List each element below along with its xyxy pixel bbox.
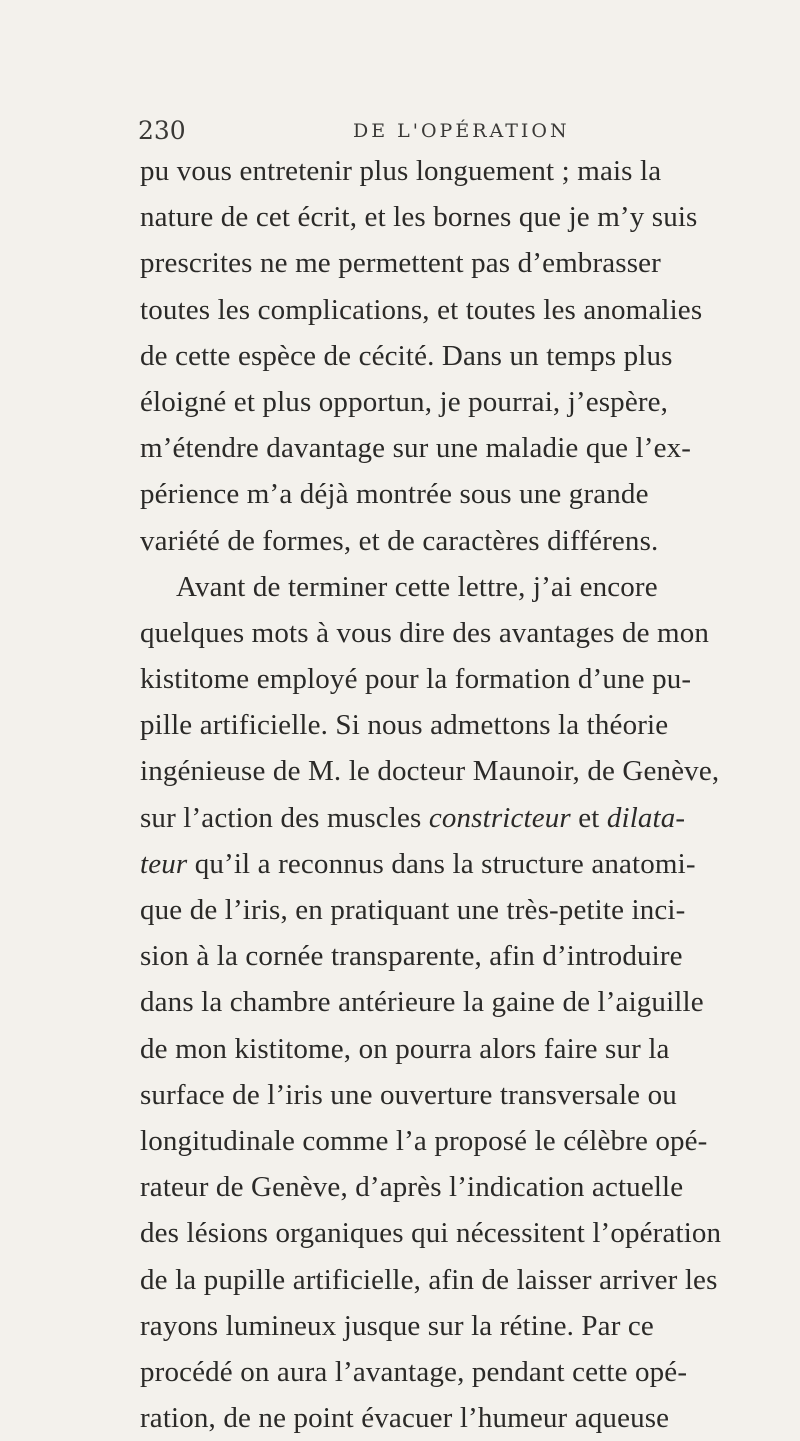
text-line-3: prescrites ne me permettent pas d’embrasser bbox=[140, 247, 661, 280]
text-line-27: procédé on aura l’avantage, pendant cette opé- bbox=[140, 1355, 688, 1388]
page-number: 230 bbox=[138, 116, 186, 145]
text-line-24: des lésions organiques qui nécessitent l’opération bbox=[140, 1217, 722, 1250]
text-line-1: pu vous entretenir plus longuement ; mais la bbox=[140, 155, 662, 187]
text-line-19: dans la chambre antérieure la gaine de l’aiguille bbox=[140, 986, 704, 1019]
text-line-15 bbox=[140, 795, 780, 841]
text-line-7: m’étendre davantage sur une maladie que l’ex- bbox=[140, 432, 692, 465]
running-title: DE L'OPÉRATION bbox=[353, 120, 570, 142]
text-line-21: surface de l’iris une ouverture transversale ou bbox=[140, 1078, 677, 1111]
text-line-6: éloigné et plus opportun, je pourrai, j’espère, bbox=[140, 385, 669, 418]
text-line-28: ration, de ne point évacuer l’humeur aqueuse bbox=[140, 1402, 670, 1435]
text-line-12: kistitome employé pour la formation d’une pu- bbox=[140, 663, 692, 696]
running-head bbox=[138, 116, 698, 148]
text-line-23: rateur de Genève, d’après l’indication actuelle bbox=[140, 1171, 684, 1204]
italic-term-dilata: dilata- bbox=[606, 801, 686, 834]
text-line-4: toutes les complications, et toutes les anomalies bbox=[140, 293, 703, 326]
text-line-8: périence m’a déjà montrée sous une grande bbox=[140, 478, 649, 511]
text-line-26: rayons lumineux jusque sur la rétine. Par ce bbox=[140, 1309, 654, 1342]
text-line-13: pille artificielle. Si nous admettons la théorie bbox=[140, 709, 669, 742]
text-line-10: Avant de terminer cette lettre, j’ai encore bbox=[176, 570, 658, 603]
italic-term-constricteur: constricteur bbox=[428, 801, 571, 834]
text-line-9: variété de formes, et de caractères différens. bbox=[140, 524, 659, 557]
text-line-14: ingénieuse de M. le docteur Maunoir, de Genève, bbox=[140, 755, 720, 788]
text-line-17: que de l’iris, en pratiquant une très-petite inci- bbox=[140, 894, 686, 926]
italic-term-teur: teur bbox=[140, 847, 188, 880]
text-line-11: quelques mots à vous dire des avantages de mon bbox=[140, 616, 710, 649]
text-fragment: sur l’action des muscles bbox=[140, 801, 429, 834]
text-fragment: qu’il a reconnus dans la structure anatomi- bbox=[187, 847, 696, 880]
text-fragment: et bbox=[570, 801, 607, 834]
text-line-22: longitudinale comme l’a proposé le célèbre opé- bbox=[140, 1124, 708, 1157]
text-line-5: de cette espèce de cécité. Dans un temps plus bbox=[140, 339, 673, 372]
text-line-16 bbox=[140, 841, 780, 887]
text-line-25: de la pupille artificielle, afin de laisser arriver les bbox=[140, 1263, 718, 1296]
body-text bbox=[140, 148, 780, 1441]
text-line-18: sion à la cornée transparente, afin d’introduire bbox=[140, 940, 683, 973]
text-line-2: nature de cet écrit, et les bornes que je m’y suis bbox=[140, 201, 698, 234]
text-line-20: de mon kistitome, on pourra alors faire sur la bbox=[140, 1032, 670, 1065]
